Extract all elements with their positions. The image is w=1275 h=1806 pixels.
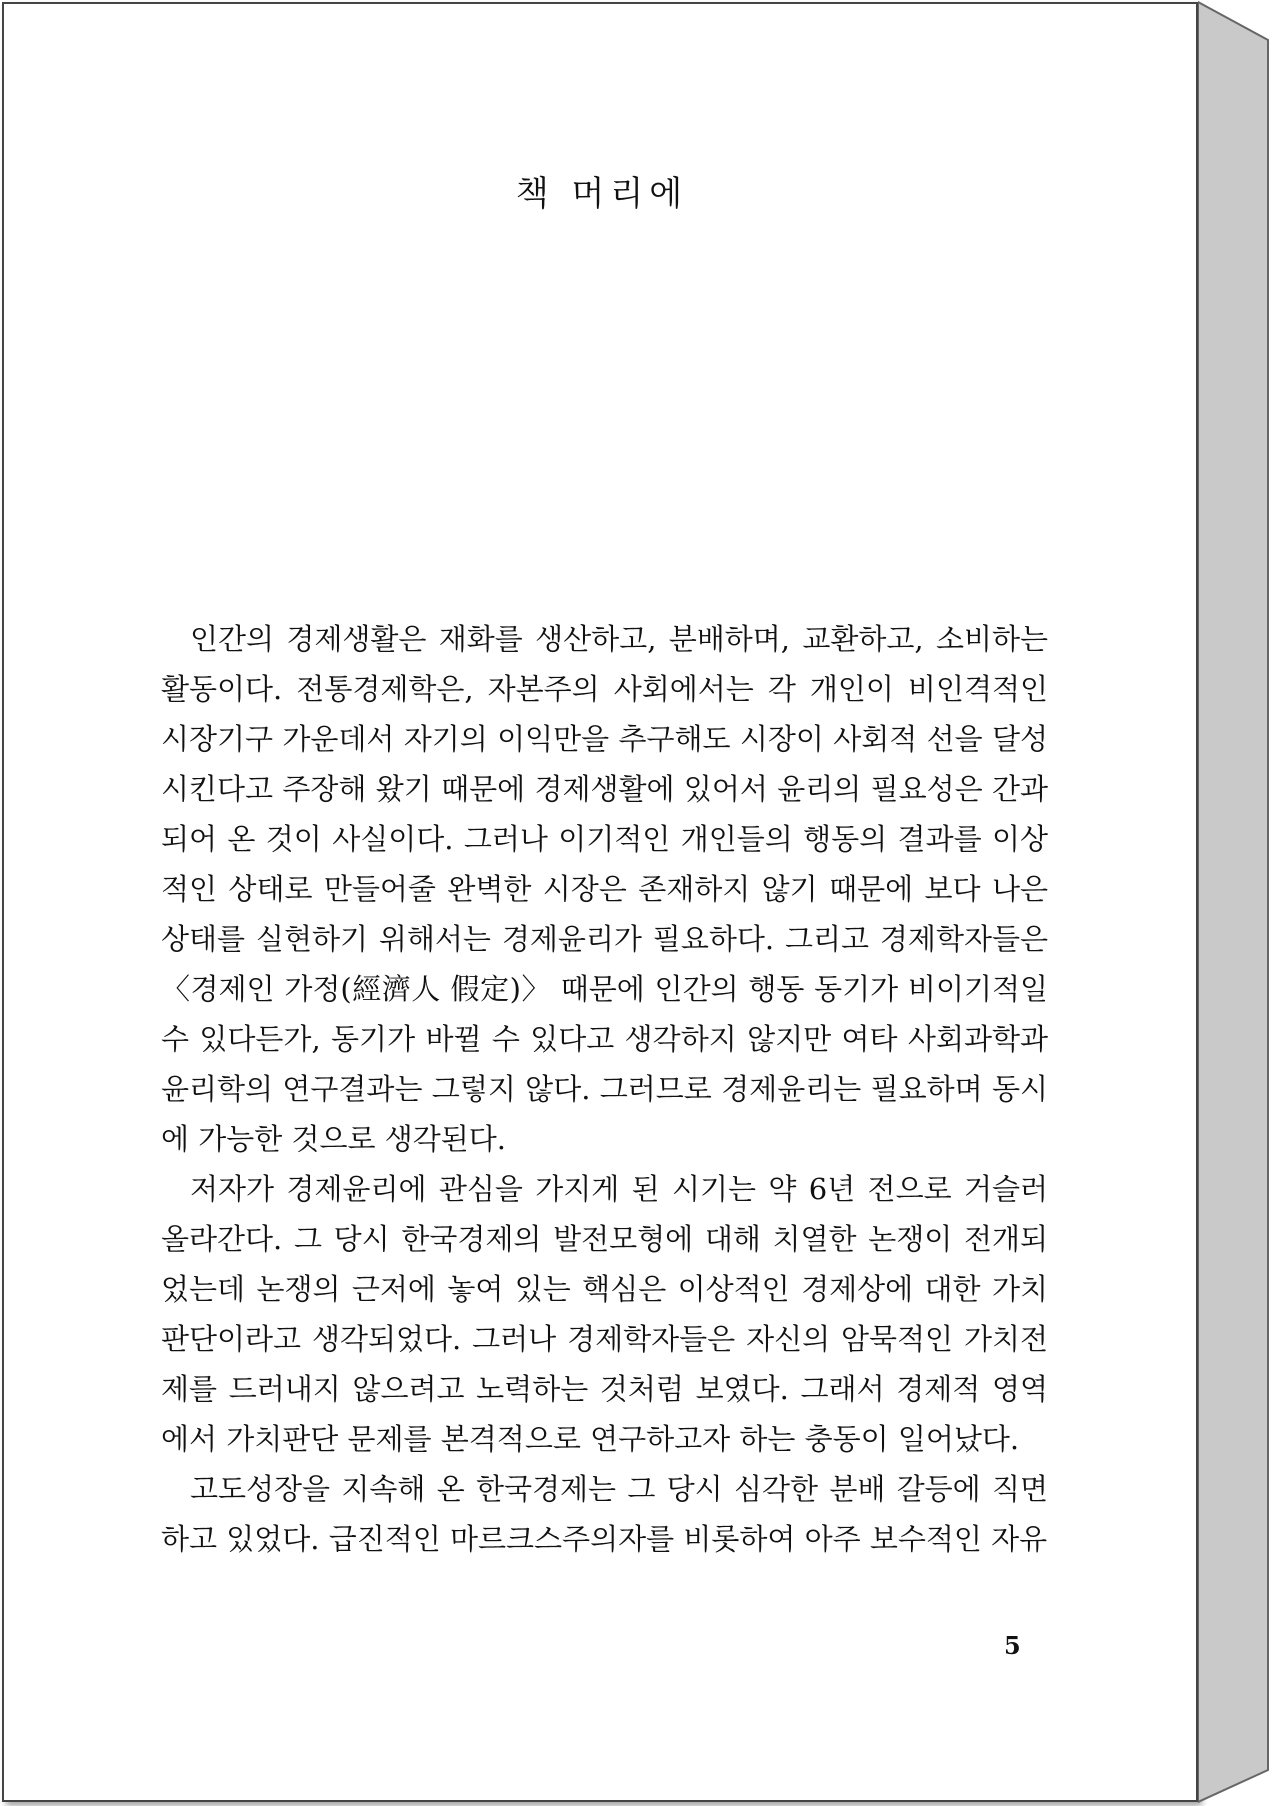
paragraph-3: 고도성장을 지속해 온 한국경제는 그 당시 심각한 분배 갈등에 직면하고 있었다. 급진적인 마르크스주의자를 비롯하여 아주 보수적인 자유 (161, 1472, 1048, 1556)
body-text (161, 614, 1048, 1564)
chapter-title: 책 머리에 (515, 174, 689, 214)
page-number: 5 (1004, 1631, 1021, 1660)
paragraph-2: 저자가 경제윤리에 관심을 가지게 된 시기는 약 6년 전으로 거슬러 올라간다. 그 당시 한국경제의 발전모형에 대해 치열한 논쟁이 전개되었는데 논쟁의 근저에 놓여 있는 핵심은 이상적인 경제상에 대한 가치판단이라고 생각되었다. 그러나 경제학자들은 자신의 암묵적인 가치전제를 드러내지 않으려고 노력하는 것처럼 보였다. 그래서 경제적 영역에서 가치판단 문제를 본격적으로 연구하고자 하는 충동이 일어났다. (161, 1172, 1048, 1456)
book-page (2, 2, 1198, 1802)
book-page-stack-edge (1198, 0, 1275, 1806)
paragraph-1: 인간의 경제생활은 재화를 생산하고, 분배하며, 교환하고, 소비하는 활동이다. 전통경제학은, 자본주의 사회에서는 각 개인이 비인격적인 시장기구 가운데서 자기의 이익만을 추구해도 시장이 사회적 선을 달성시킨다고 주장해 왔기 때문에 경제생활에 있어서 윤리의 필요성은 간과되어 온 것이 사실이다. 그러나 이기적인 개인들의 행동의 결과를 이상적인 상태로 만들어줄 완벽한 시장은 존재하지 않기 때문에 보다 나은 상태를 실현하기 위해서는 경제윤리가 필요하다. 그리고 경제학자들은 〈경제인 가정(經濟人 假定)〉 때문에 인간의 행동 동기가 비이기적일 수 있다든가, 동기가 바뀔 수 있다고 생각하지 않지만 여타 사회과학과 윤리학의 연구결과는 그렇지 않다. 그러므로 경제윤리는 필요하며 동시에 가능한 것으로 생각된다. (161, 622, 1048, 1156)
